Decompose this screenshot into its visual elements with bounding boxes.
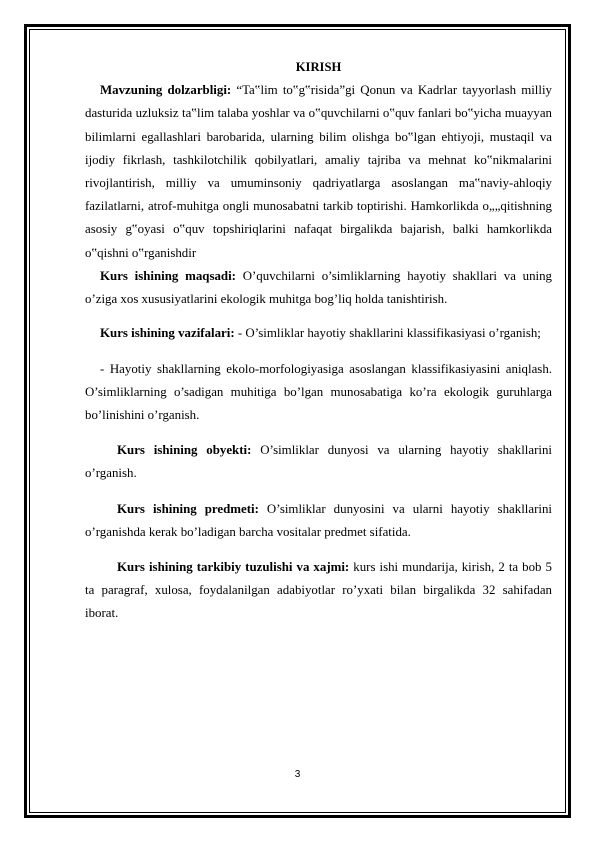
paragraph-text: - Hayotiy shakllarning ekolo-morfologiyasiga asoslangan klassifikasiyasini aniqlash. O’simliklarning o’sadigan muhitiga bo’lgan munosabatiga ko’ra ekologik guruhlarga bo’linishini o’rganish. (85, 361, 552, 423)
paragraph-label: Kurs ishining predmeti: (117, 501, 259, 516)
paragraph-text: O’quvchilarni o’simliklarning hayotiy shakllari va uning o’ziga xos xususiyatlarini ekologik muhitga bog’liq holda tanishtirish. (85, 268, 553, 306)
document-body (85, 56, 552, 626)
paragraph-tasks (85, 322, 552, 345)
section-title: KIRISH (295, 60, 342, 74)
paragraph-object (85, 439, 552, 485)
paragraph-text: kurs ishi mundarija, kirish, 2 ta bob 5 ta paragraf, xulosa, foydalanilgan adabiyotlar ro’yxati bilan birgalikda 32 sahifadan iborat. (85, 560, 552, 621)
paragraph-text: “Ta‟lim to‟g‟risida”gi Qonun va Kadrlar tayyorlash milliy dasturida uzluksiz ta‟lim talaba yoshlar va o‟quvchilarni o‟quv fanlari bo‟yicha muayyan bilimlarni egallashlari barobarida, ularning bilim olishga bo‟lgan ehtiyoji, mustaqil va ijodiy fikrlash, tashkilotchilik qobilyatlari, amaliy tajriba va mehnat ko‟nikmalarini rivojlantirish, milliy va umuminsoniy qadriyatlarga asoslangan ma‟naviy-ahloqiy fazilatlarni, atrof-muhitga ongli munosabatni tarkib toptirishi. Hamkorlikda o„„qitishning asosiy g‟oyasi o‟quv topshiriqlarini nafaqat birgalikda bajarish, balki hamkorlikda o‟qishni o‟rganishdir (85, 83, 552, 260)
paragraph-goal (85, 265, 552, 311)
paragraph-label: Kurs ishining vazifalari: (100, 326, 235, 341)
paragraph-label: Kurs ishining maqsadi: (100, 268, 236, 283)
paragraph-text: O’simliklar dunyosini va ularni hayotiy shakllarini o’rganishda kerak bo’ladigan barcha vositalar predmet sifatida. (85, 501, 552, 539)
paragraph-text: O’simliklar dunyosi va ularning hayotiy shakllarini o’rganish. (85, 443, 552, 481)
paragraph-structure (85, 556, 552, 626)
paragraph-subject (85, 498, 552, 544)
paragraph-task-item (85, 358, 552, 428)
page-number: 3 (294, 769, 301, 780)
paragraph-relevance (85, 79, 552, 265)
paragraph-text: - O’simliklar hayotiy shakllarini klassifikasiyasi o’rganish; (234, 326, 541, 341)
paragraph-label: Kurs ishining tarkibiy tuzulishi va xajmi: (117, 560, 350, 575)
paragraph-label: Mavzuning dolzarbligi: (100, 83, 232, 98)
paragraph-label: Kurs ishining obyekti: (117, 443, 252, 458)
